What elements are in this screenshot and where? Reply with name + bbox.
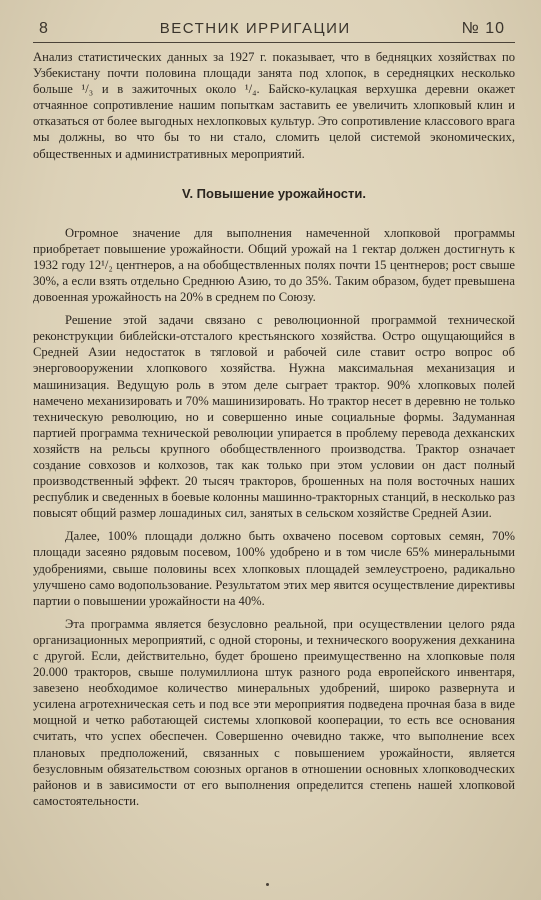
- body-paragraph: Решение этой задачи связано с революционной программой технической реконструкции библейски-отсталого крестьянского хозяйства. Остро ощущающийся в Средней Азии недостаток в тягловой и рабочей силе ставит остро вопрос об энерговооружении хлопкового хозяйства. Нужна максимальная механизация и машинизация. Ведущую роль в этом деле сыграет трактор. 90% хлопковых полей намечено механизировать и 70% машинизировать. Но трактор несет в деревню не только техническую революцию, но и совершенно иные социальные формы. Задуманная партией программа технической революции упирается в проблему перевода дехканских хозяйств на рельсы крупного обобществленного производства. Трактор означает создание совхозов и колхозов, так как только при этом условии он даст полный производственный эффект. 20 тысяч тракторов, брошенных на поля восточных наших республик и сведенных в боевые колонны машинно-тракторных станций, в несколько раз повысят общий размер лошадиных сил, занятых в сельском хозяйстве Средней Азии.: [33, 313, 515, 521]
- journal-title: ВЕСТНИК ИРРИГАЦИИ: [159, 20, 351, 37]
- header-rule: [33, 42, 515, 43]
- running-header: [33, 20, 515, 38]
- body-paragraph: Эта программа является безусловно реальной, при осуществлении целого ряда организационных мероприятий, с одной стороны, и технического вооружения дехканина с другой. Если, действительно, будет брошено преимущественно на хлопковые поля 20.000 тракторов, свыше полумиллиона штук разного рода европейского инвентаря, завезено необходимое количество минеральных удобрений, широко развернута и усилена агротехническая сеть и под все эти мероприятия подведена прочная база в виде мощной и четко работающей системы хлопковой кооперации, то есть все основания считать, что успех обеспечен. Совершенно очевидно также, что выполнение всех плановых предположений, связанных с повышением урожайности, является безусловным обязательством союзных органов в отношении основных хлопководческих районов и в зависимости от его выполнения определится степень нашей хлопковой самостоятельности.: [33, 616, 515, 808]
- body-paragraph: Далее, 100% площади должно быть охвачено посевом сортовых семян, 70% площади засеяно рядовым посевом, 100% удобрено и в том числе 65% минеральными удобрениями, свыше половины всех хлопковых площадей землеустроено, радикально улучшено само водопользование. Результатом этих мер явится осуществление директивы партии о повышении урожайности на 40%.: [33, 529, 515, 608]
- issue-number: № 10: [461, 20, 505, 37]
- section-heading: V. Повышение урожайности.: [181, 185, 367, 201]
- page-dot: [266, 883, 269, 886]
- intro-paragraph: Анализ статистических данных за 1927 г. показывает, что в бедняцких хозяйствах по Узбекистану почти половина площади занята под хлопок, в середняцких несколько больше ¹/₃ и в зажиточных около ¹/₄. Байско-кулацкая верхушка деревни окажет отчаянное сопротивление нашим попыткам заставить ее увеличить хлопковый клин и отказаться от более выгодных нехлопковых культур. Это сопротивление классового врага мы должны, во что бы то ни стало, сломить целой системой экономических, общественных и административных мероприятий.: [33, 50, 515, 161]
- page-number: 8: [39, 20, 49, 37]
- body-paragraph: Огромное значение для выполнения намеченной хлопковой программы приобретает повышение урожайности. Общий урожай на 1 гектар должен достигнуть к 1932 году 12¹/₂ центнеров, а на обобществленных полях почти 15 центнеров; рост свыше 30%, а если взять отдельно Среднюю Азию, то до 35%. Таким образом, будет превышена довоенная урожайность на 20% в среднем по Союзу.: [33, 225, 515, 305]
